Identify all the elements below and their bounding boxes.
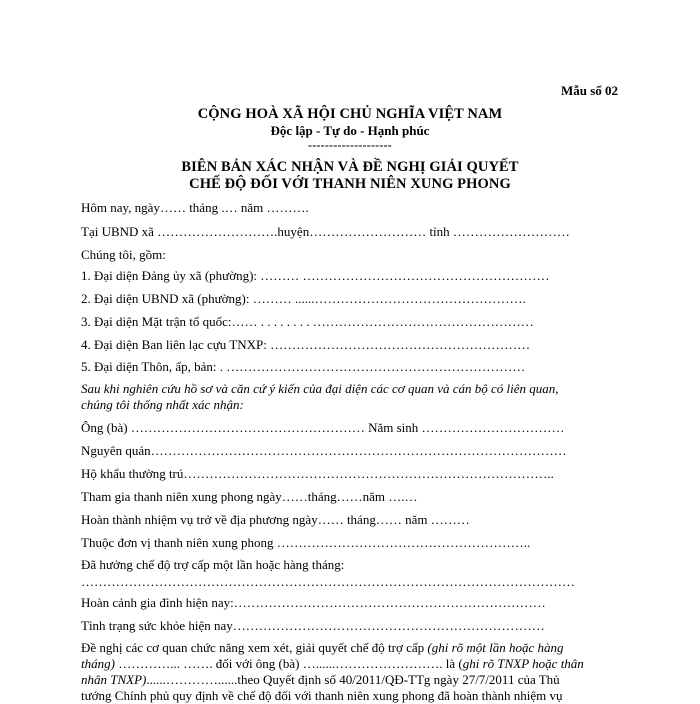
proposal-note: nhân TNXP) bbox=[81, 672, 147, 687]
document-title-line1: BIÊN BẢN XÁC NHẬN VÀ ĐỀ NGHỊ GIẢI QUYẾT bbox=[181, 159, 519, 175]
proposal-line2 bbox=[81, 655, 621, 672]
unit-line: Thuộc đơn vị thanh niên xung phong ………………………………………………….. bbox=[81, 535, 531, 550]
benefit-line: Đã hưởng chế độ trợ cấp một lần hoặc hàng tháng: bbox=[81, 557, 345, 572]
rep-fatherland-front: 3. Đại diện Mặt trận tổ quốc:…… . . . . . . . . …………………………………………… bbox=[81, 314, 534, 329]
rep-party-committee: 1. Đại diện Đảng ủy xã (phường): ……… ………………………………………………… bbox=[81, 268, 550, 283]
benefit-dots-line: …………………………………………………………………………………………………… bbox=[81, 574, 575, 589]
proposal-note: tháng) bbox=[81, 656, 115, 671]
rep-veterans-liaison: 4. Đại diện Ban liên lạc cựu TNXP: …………………………………………………… bbox=[81, 337, 531, 352]
family-situation-line: Hoàn cảnh gia đình hiện nay:……………………………………………………………… bbox=[81, 595, 546, 610]
rep-peoples-committee: 2. Đại diện UBND xã (phường): ……… ......…………………………………………. bbox=[81, 291, 526, 306]
residence-line: Hộ khẩu thường trú………………………………………………………………………….. bbox=[81, 466, 554, 481]
location-line: Tại UBND xã ……………………….huyện……………………… tỉnh ……………………… bbox=[81, 224, 570, 239]
confirmation-statement-line1: Sau khi nghiên cứu hồ sơ và căn cứ ý kiến của đại diện các cơ quan và cán bộ có liên quan, bbox=[81, 381, 559, 396]
proposal-line3 bbox=[81, 671, 621, 688]
confirmation-statement-line2: chúng tôi thống nhất xác nhận: bbox=[81, 397, 244, 412]
proposal-line1 bbox=[81, 639, 621, 656]
heading-rule: -------------------- bbox=[308, 138, 392, 152]
proposal-text: ......…………......theo Quyết định số 40/2011/QĐ-TTg ngày 27/7/2011 của Thủ bbox=[146, 672, 560, 687]
motto: Độc lập - Tự do - Hạnh phúc bbox=[270, 123, 430, 138]
proposal-note: (ghi rõ một lần hoặc hàng bbox=[427, 640, 564, 655]
rep-hamlet: 5. Đại diện Thôn, ấp, bản: . …………………………………………………………… bbox=[81, 359, 526, 374]
service-start-line: Tham gia thanh niên xung phong ngày……tháng……năm ….… bbox=[81, 489, 418, 504]
service-end-line: Hoàn thành nhiệm vụ trở về địa phương ngày…… tháng…… năm ……… bbox=[81, 512, 470, 527]
name-birthyear-line: Ông (bà) ……………………………………………… Năm sinh …………………………… bbox=[81, 420, 565, 435]
document-title-line2: CHẾ ĐỘ ĐỐI VỚI THANH NIÊN XUNG PHONG bbox=[189, 176, 511, 192]
form-code: Mẫu số 02 bbox=[560, 83, 618, 98]
hometown-line: Nguyên quán…………………………………………………………………………………… bbox=[81, 443, 567, 458]
country-heading: CỘNG HOÀ XÃ HỘI CHỦ NGHĨA VIỆT NAM bbox=[197, 106, 503, 122]
proposal-text: …………... ……. đối với ông (bà) …......……………………. là ( bbox=[114, 656, 463, 671]
proposal-text: Đề nghị các cơ quan chức năng xem xét, giải quyết chế độ trợ cấp bbox=[81, 640, 428, 655]
proposal-note: ghi rõ TNXP hoặc thân bbox=[462, 656, 584, 671]
proposal-line4: tướng Chính phủ quy định về chế độ đối với thanh niên xung phong đã hoàn thành nhiệm vụ bbox=[81, 688, 563, 703]
participants-intro: Chúng tôi, gồm: bbox=[81, 247, 166, 262]
date-line: Hôm nay, ngày…… tháng .… năm ………. bbox=[81, 200, 309, 215]
health-status-line: Tình trạng sức khỏe hiện nay……………………………………………………………… bbox=[81, 618, 545, 633]
